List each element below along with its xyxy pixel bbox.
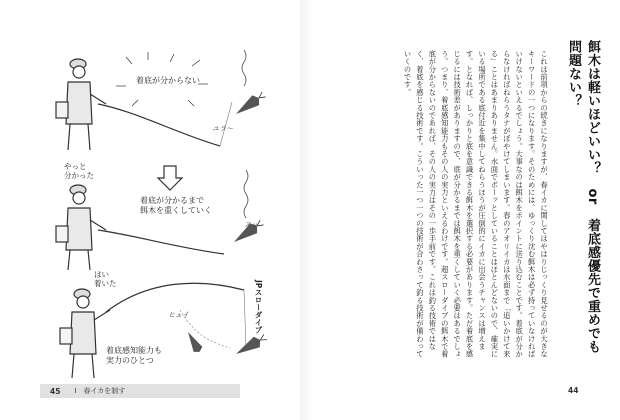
angler-figure-icon: [56, 185, 106, 270]
body-text: これは前項からの続きになりますが、春イカに関してはやはりじっくり見せるのが大きなキーワードの一つになります。そのためには、ゆっくり沈む餌木は必ず持っていなければいけないといえるでしょう。大事なのは餌木をポイントに送り込むことです。着底が分からなければねらうタナがぼやけてしまいます。春のアオリイカは水面まで「追いかけて来る」ことはあまりありません。水面でポーッとしていることはほとんどないので、確実にいる場所である底付近を集中してねらうほうが圧倒的にイカに出会うチャンスは増えます。となれば、しっかりと底を意識できる餌木を選択する必要があります。ただ着底を感じるには技術差がありますので、底が分かるまでは餌木を重くしていく必要はあるでしょう。つまり、着底感知能力もその人の実力といえるわけです。超スローダイブの餌木で着底が分からないのであれば、その人の実力はその一歩手前です。これは釣る技術ではなく、着底を感じる技術です。こういった一つ一つの技術が合わさって釣る技術が備わっていくのです。: [403, 50, 549, 358]
angler-figure-icon: [60, 289, 110, 378]
squid-lure-icon: [233, 332, 268, 359]
chapter-label: Ⅰ 春イカを制す: [74, 387, 126, 395]
panel-1-drawing: [48, 42, 280, 154]
squid-lure-icon: [184, 330, 204, 355]
down-arrow-icon: [158, 166, 182, 190]
left-page: [0, 0, 300, 420]
panel-1-bubble: 着底が分からない: [136, 76, 200, 85]
section-title: 餌木は軽いほどいい？ or 着底感優先で重めでも問題ない？: [566, 40, 600, 354]
right-page-number: 44: [568, 386, 579, 395]
panel-2-sfx: スッ: [244, 221, 258, 229]
right-page: [300, 0, 620, 420]
lure-label: JPスローダイブ: [254, 280, 263, 334]
left-page-footer: [40, 384, 240, 398]
panel-2-exclaim: やっと 分かった: [64, 162, 94, 180]
panel-2-bubble-line2: 餌木を重くしていく: [140, 206, 212, 215]
panel-3-exclaim: はい 着いた: [94, 270, 117, 288]
panel-3-caption-line2: 実力のひとつ: [106, 356, 154, 365]
panel-1-sfx: ユラ〜: [212, 125, 233, 133]
panel-3-caption-line1: 着底感知能力も: [106, 346, 162, 355]
illustration-panel-3: [48, 270, 280, 382]
panel-2-bubble-line1: 着底が分かるまで: [140, 196, 204, 205]
squid-lure-icon: [233, 90, 268, 119]
left-page-number: 45: [50, 386, 61, 396]
panel-3-drawing: [48, 270, 280, 382]
illustration-panel-2: [48, 160, 280, 270]
panel-3-sfx: ヒュイ: [168, 311, 189, 319]
illustration-panel-1: [48, 42, 280, 154]
